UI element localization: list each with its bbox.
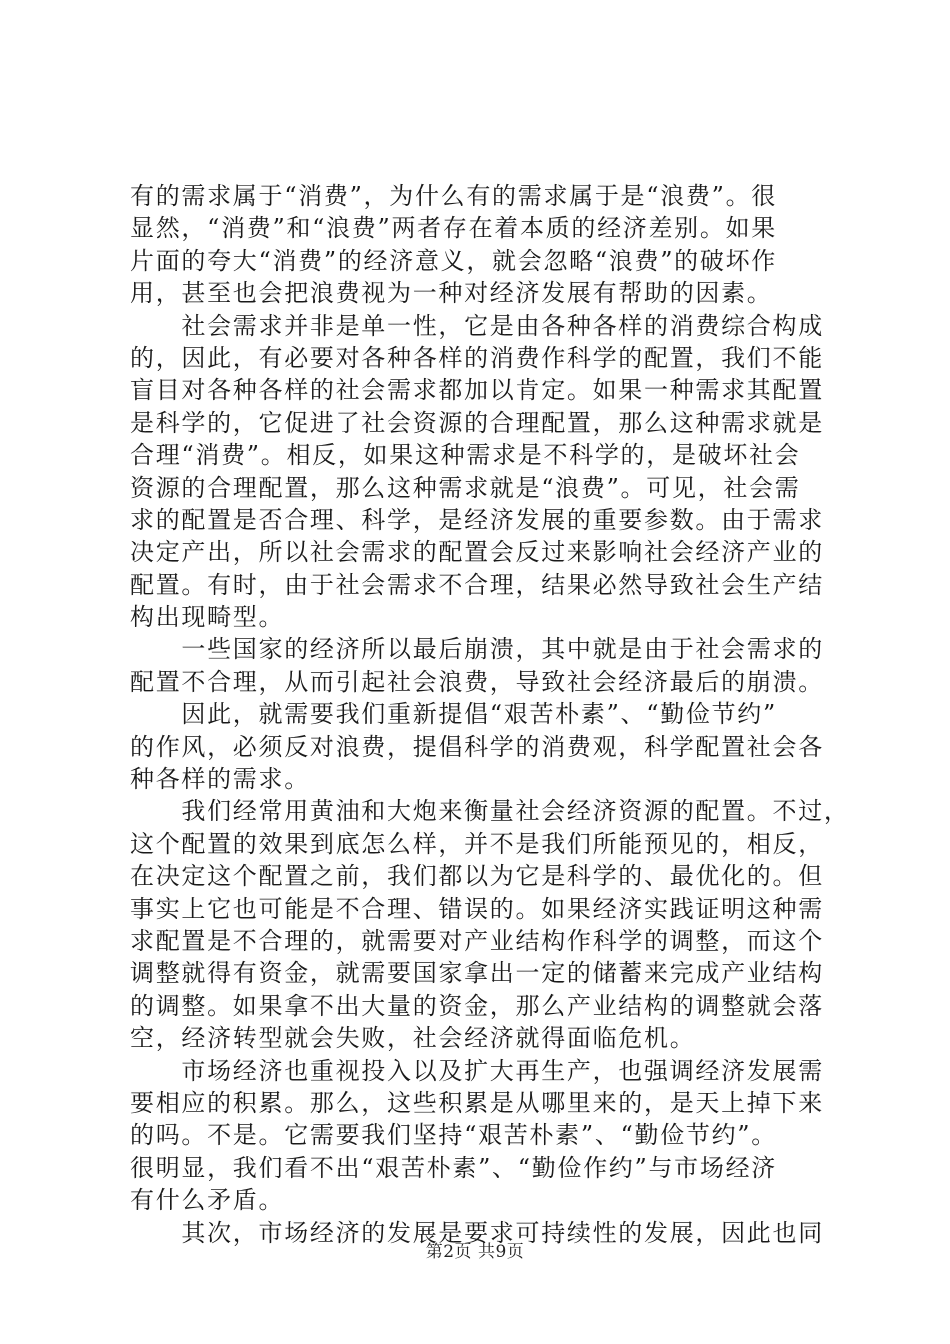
- text-line: 空，经济转型就会失败，社会经济就得面临危机。: [130, 1024, 696, 1053]
- text-line: 一些国家的经济所以最后崩溃，其中就是由于社会需求的: [130, 635, 824, 664]
- text-line: 有什么矛盾。: [130, 1186, 285, 1215]
- text-line: 用，甚至也会把浪费视为一种对经济发展有帮助的因素。: [130, 279, 773, 308]
- text-line: 盲目对各种各样的社会需求都加以肯定。如果一种需求其配置: [130, 376, 824, 405]
- text-line: 求配置是不合理的，就需要对产业结构作科学的调整，而这个: [130, 926, 824, 955]
- text-line: 其次，市场经济的发展是要求可持续性的发展，因此也同: [130, 1218, 824, 1247]
- text-line: 有的需求属于“消费”，为什么有的需求属于是“浪费”。很: [130, 182, 777, 210]
- text-line: 构出现畸型。: [130, 603, 285, 632]
- text-line: 的作风，必须反对浪费，提倡科学的消费观，科学配置社会各: [130, 732, 824, 761]
- text-line: 决定产出，所以社会需求的配置会反过来影响社会经济产业的: [130, 538, 824, 567]
- text-line: 在决定这个配置之前，我们都以为它是科学的、最优化的。但: [130, 862, 824, 891]
- text-line: 合理“消费”。相反，如果这种需求是不科学的，是破坏社会: [130, 441, 801, 470]
- text-line: 这个配置的效果到底怎么样，并不是我们所能预见的，相反，: [130, 829, 824, 858]
- text-line: 配置。有时，由于社会需求不合理，结果必然导致社会生产结: [130, 570, 824, 599]
- text-line: 显然，“消费”和“浪费”两者存在着本质的经济差别。如果: [130, 214, 777, 243]
- text-line: 因此，就需要我们重新提倡“艰苦朴素”、“勤俭节约”: [130, 700, 777, 729]
- text-line: 求的配置是否合理、科学，是经济发展的重要参数。由于需求: [130, 505, 824, 534]
- text-line: 是科学的，它促进了社会资源的合理配置，那么这种需求就是: [130, 408, 824, 437]
- text-line: 的，因此，有必要对各种各样的消费作科学的配置，我们不能: [130, 343, 824, 372]
- text-line: 我们经常用黄油和大炮来衡量社会经济资源的配置。不过，: [130, 797, 850, 826]
- text-line: 的调整。如果拿不出大量的资金，那么产业结构的调整就会落: [130, 991, 824, 1020]
- text-line: 种各样的需求。: [130, 765, 310, 794]
- text-line: 的吗。不是。它需要我们坚持“艰苦朴素”、“勤俭节约”。: [130, 1121, 777, 1150]
- text-line: 调整就得有资金，就需要国家拿出一定的储蓄来完成产业结构: [130, 959, 824, 988]
- text-line: 市场经济也重视投入以及扩大再生产，也强调经济发展需: [130, 1056, 824, 1085]
- text-line: 片面的夸大“消费”的经济意义，就会忽略“浪费”的破坏作: [130, 246, 777, 275]
- text-line: 事实上它也可能是不合理、错误的。如果经济实践证明这种需: [130, 894, 824, 923]
- text-line: 要相应的积累。那么，这些积累是从哪里来的，是天上掉下来: [130, 1088, 824, 1117]
- text-line: 社会需求并非是单一性，它是由各种各样的消费综合构成: [130, 311, 824, 340]
- text-line: 配置不合理，从而引起社会浪费，导致社会经济最后的崩溃。: [130, 667, 824, 696]
- text-line: 很明显，我们看不出“艰苦朴素”、“勤俭作约”与市场经济: [130, 1153, 777, 1182]
- text-line: 资源的合理配置，那么这种需求就是“浪费”。可见，社会需: [130, 473, 801, 502]
- page-number-footer: 第2页 共9页: [425, 1242, 525, 1262]
- body-text: [130, 180, 850, 1249]
